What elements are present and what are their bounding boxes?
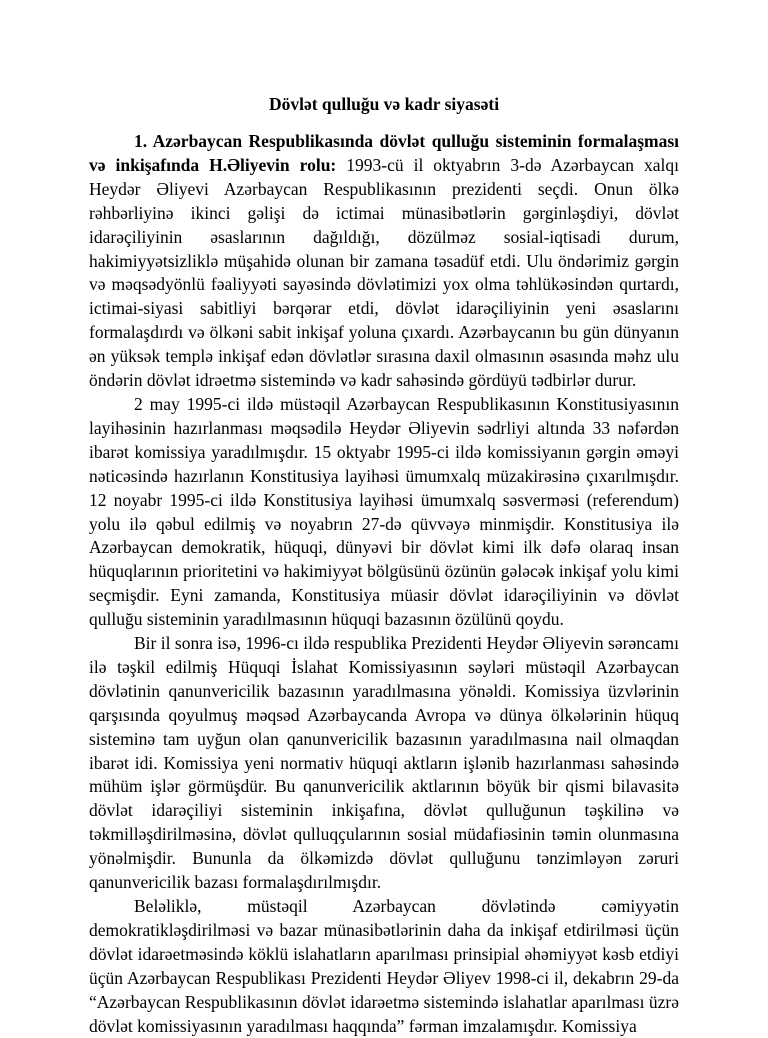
paragraph-1 (89, 130, 679, 393)
section-heading: 1. Azərbaycan Respublikasında dövlət qulluğu sisteminin formalaşması və inkişafında H.Əliyevin rolu: (89, 131, 679, 175)
paragraph-3: Bir il sonra isə, 1996-cı ildə respublika Prezidenti Heydər Əliyevin sərəncamı ilə təşkil edilmiş Hüquqi İslahat Komissiyasının səyləri müstəqil Azərbaycan dövlətinin qanunvericilik bazasının yaradılmasına yönəldi. Komissiya üzvlərinin qarşısında qoyulmuş məqsəd Azərbaycanda Avropa və dünya ölkələrinin hüquq sisteminə tam uyğun olan qanunvericilik bazasının yaradılmasına nail olmaqdan ibarət idi. Komissiya yeni normativ hüquqi aktların işlənib hazırlanması sahəsində mühüm işlər görmüşdür. Bu qanunvericilik aktlarının böyük bir qismi bilavasitə dövlət idarəçiliyi sisteminin inkişafına, dövlət qulluğunun təşkilinə və təkmilləşdirilməsinə, dövlət qulluqçularının sosial müdafiəsinin təmin olunmasına yönəlmişdir. Bununla da ölkəmizdə dövlət qulluğunu tənzimləyən zəruri qanunvericilik bazası formalaşdırılmışdır. (89, 633, 679, 893)
paragraph-2: 2 may 1995-ci ildə müstəqil Azərbaycan Respublikasının Konstitusiyasının layihəsinin hazırlanması məqsədilə Heydər Əliyevin sədrliyi altında 33 nəfərdən ibarət komissiya yaradılmışdır. 15 oktyabr 1995-ci ildə komissiyanın gərgin əməyi nəticəsində hazırlanın Konstitusiya layihəsi ümumxalq müzakirəsinə çıxarılmışdır. 12 noyabr 1995-ci ildə Konstitusiya layihəsi ümumxalq səsverməsi (referendum) yolu ilə qəbul edilmiş və noyabrın 27-də qüvvəyə minmişdir. Konstitusiya ilə Azərbaycan demokratik, hüquqi, dünyəvi bir dövlət kimi ilk dəfə olaraq insan hüquqlarının prioritetini və hakimiyyət bölgüsünü özünün gələcək inkişaf yolu kimi seçmişdir. Eyni zamanda, Konstitusiya müasir dövlət idarəçiliyinin və dövlət qulluğu sisteminin yaradılmasının hüquqi bazasının özülünü qoydu. (89, 393, 679, 630)
document-title: Dövlət qulluğu və kadr siyasəti (268, 94, 500, 114)
document-body (89, 130, 679, 1038)
paragraph-1-text: 1993-cü il oktyabrın 3-də Azərbaycan xalqı Heydər Əliyevi Azərbaycan Respublikasının prezidenti seçdi. Onun ölkə rəhbərliyinə ikinci gəlişi də ictimai münasibətlərin gərginləşdiyi, dövlət idarəçiliyinin əsaslarının dağıldığı, dözülməz sosial-iqtisadi durum, hakimiyyətsizliklə müşahidə olunan bir zamana təsadüf etdi. Ulu öndərimiz gərgin və məqsədyönlü fəaliyyəti sayəsində dövlətimizi yox olma təhlükəsindən qurtardı, ictimai-siyasi sabitliyi bərqərar etdi, dövlət idarəçiliyinin yeni əsaslarını formalaşdırdı və ölkəni sabit inkişaf yoluna çıxardı. Azərbaycanın bu gün dünyanın ən yüksək templə inkişaf edən dövlətlər sırasına daxil olmasının əsasında məhz ulu öndərin dövlət idrəetmə sistemində və kadr sahəsində gördüyü tədbirlər durur. (89, 154, 680, 391)
paragraph-4: Beləliklə, müstəqil Azərbaycan dövlətində cəmiyyətin demokratikləşdirilməsi və bazar münasibətlərinin daha da inkişaf etdirilməsi üçün dövlət idarəetməsində köklü islahatların aparılması prinsipial əhəmiyyət kəsb etdiyi üçün Azərbaycan Respublikası Prezidenti Heydər Əliyev 1998-ci il, dekabrın 29-da “Azərbaycan Respublikasının dövlət idarəetmə sistemində islahatlar aparılması üzrə dövlət komissiyasının yaradılması haqqında” fərman imzalamışdır. Komissiya (89, 896, 679, 1036)
